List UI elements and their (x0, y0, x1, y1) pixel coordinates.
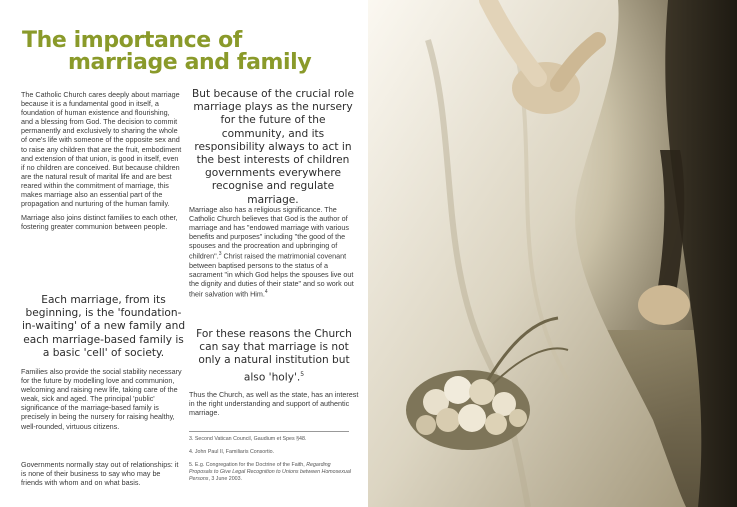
footnote-ref-5: 5 (300, 370, 305, 378)
paragraph-joins-families: Marriage also joins distinct families to each other, fostering greater communion between people. (21, 213, 178, 232)
footnote-4: 4. John Paul II, Familiaris Consortio. (189, 449, 275, 455)
page-title (22, 30, 352, 74)
footnotes (189, 436, 354, 489)
title-line-2: marriage and family (68, 50, 312, 75)
wedding-photo (368, 0, 737, 507)
footnote-5 (189, 462, 354, 483)
paragraph-thus-text: Thus the Church, as well as the state, has an interest in the right understanding and support of authentic marriage. (189, 390, 359, 418)
paragraph-social-stability (21, 367, 183, 436)
paragraph-catholic-church: The Catholic Church cares deeply about marriage because it is a fundamental good in itself, a foundation of human existence and flourishing, and a blessing from God. The decision to commit permanently and exclusively to sharing the whole of one's life with someone of the opposite sex and to raise any children that are the fruit, embodiment and extension of that union, is good in itself, even if no children are conceived. But because children are the natural result of marital life and are best reared within the commitment of marriage, this makes marriage also an essential part of the propagation and nurturing of the human family. (21, 90, 182, 209)
religious-text-b: Christ raised the matrimonial covenant between baptised persons to the status of a sacrament "in which God helps the spouses live out the dignity and duties of their state" and so work out their salvation with Him. (189, 251, 354, 299)
paragraph-religious-text (189, 205, 359, 299)
pull-quote-foundation: Each marriage, from its beginning, is the 'foundation-in-waiting' of a new family and each marriage-based family is a basic 'cell' of society. (21, 294, 186, 359)
footnote-5-prefix: 5. E.g. Congregation for the Doctrine of the Faith, (189, 462, 307, 468)
paragraph-thus-the-church (189, 390, 359, 422)
religious-text-a: Marriage also has a religious significance. The Catholic Church believes that God is the author of marriage and has "endowed marriage with various benefits and purposes" including "the good of the spouses and the procreation and upbringing of children". (189, 205, 349, 261)
paragraph-governments-text: Governments normally stay out of relationships: it is none of their business to say who may be friends with whom and on what basis. (21, 460, 179, 488)
paragraph-governments (21, 460, 183, 492)
paragraph-religious-significance (189, 205, 359, 304)
title-line-1: The importance of (22, 28, 242, 53)
pull-quote-nursery: But because of the crucial role marriage plays as the nursery for the future of the community, and its responsibility always to act in the best interests of children governments everywhere recognise and regulate marriage. (191, 88, 355, 206)
footnote-5-title: Regarding Proposals to Give Legal Recognition to Unions between Homosexual Persons (189, 462, 351, 482)
footnote-3: 3. Second Vatican Council, Gaudium et Spes §48. (189, 436, 307, 442)
groom-hands-lower (638, 285, 690, 325)
paragraph-social-stability-text: Families also provide the social stability necessary for the future by modelling love and communion, welcoming and raising new life, taking care of the weak, sick and aged. The principal 'public' significance of the marriage-based family is precisely in being the nursery for raising healthy, well-rounded, virtuous citizens. (21, 367, 182, 431)
pull-quote-holy (189, 328, 359, 384)
footnote-divider (189, 431, 349, 432)
left-column-intro (21, 90, 183, 236)
pull-quote-holy-text: For these reasons the Church can say that marriage is not only a natural institution but also 'holy'. (196, 328, 352, 384)
footnote-ref-4: 4 (264, 289, 268, 296)
footnote-ref-3: 3 (218, 251, 222, 258)
footnote-5-suffix: , 3 June 2003. (208, 476, 243, 482)
